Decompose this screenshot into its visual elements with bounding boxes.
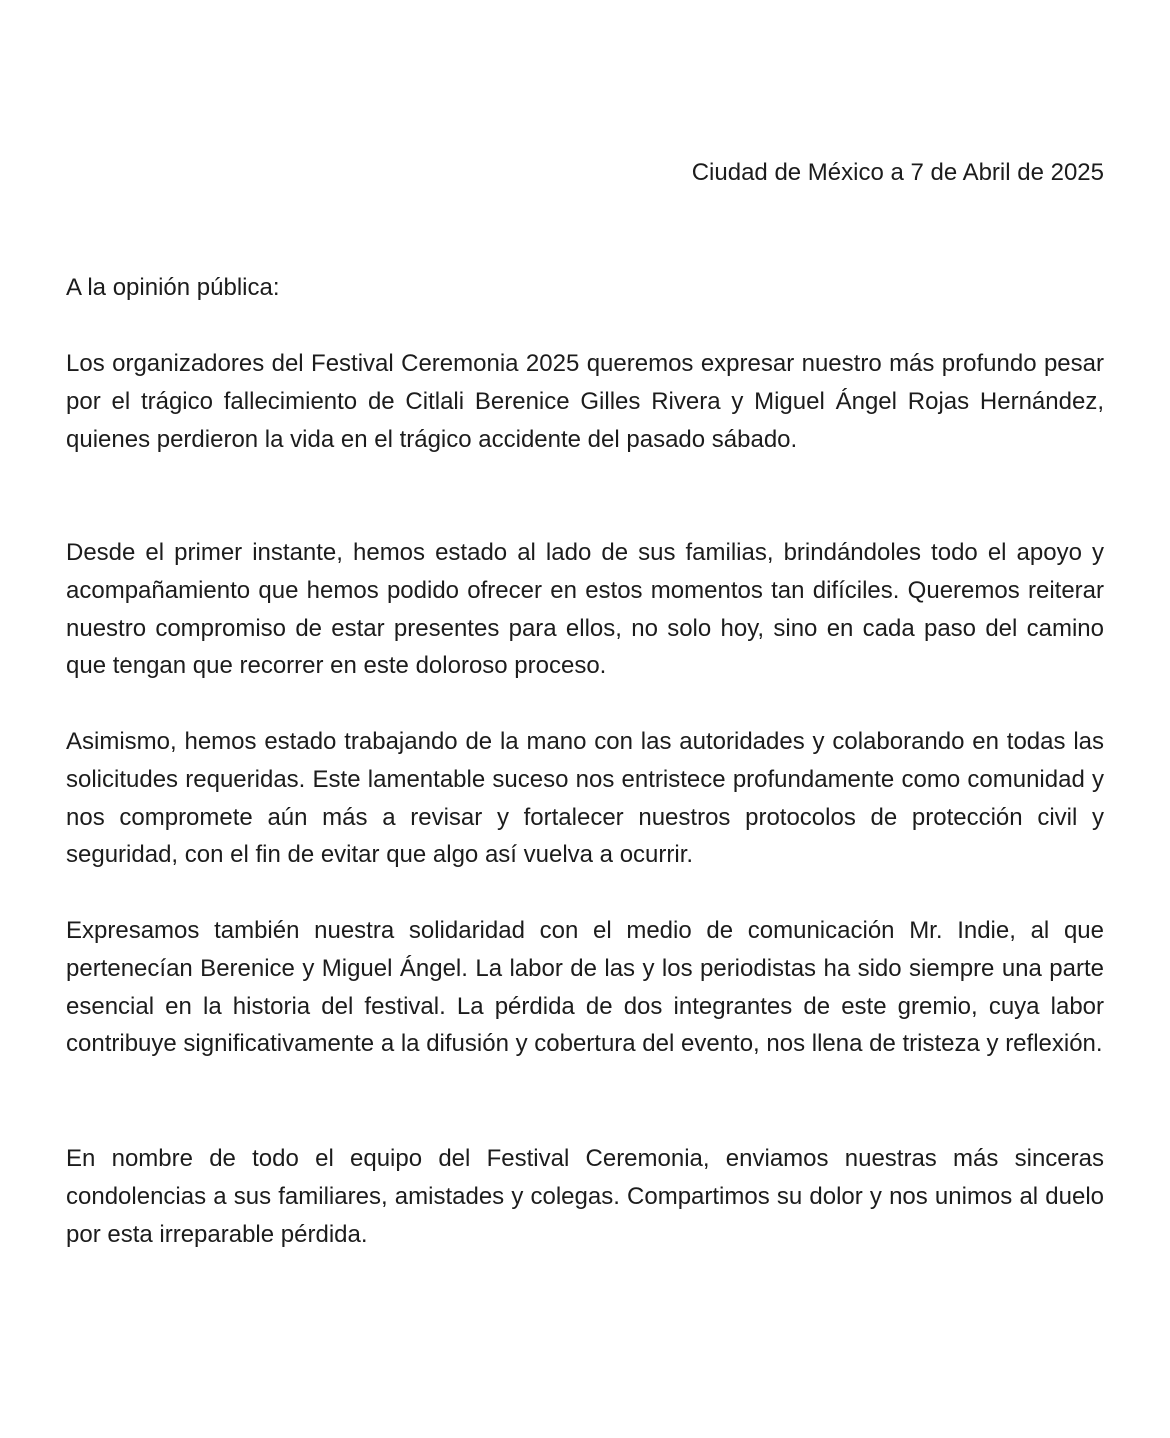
letter-salutation: A la opinión pública:: [66, 274, 280, 301]
letter-date-line: Ciudad de México a 7 de Abril de 2025: [691, 159, 1104, 186]
letter-paragraph: En nombre de todo el equipo del Festival Ceremonia, enviamos nuestras más sinceras condolencias a sus familiares, amistades y colegas. Compartimos su dolor y nos unimos al duelo por esta irreparable pérdida.: [66, 1145, 1104, 1248]
letter-paragraph: Asimismo, hemos estado trabajando de la mano con las autoridades y colaborando en todas las solicitudes requeridas. Este lamentable suceso nos entristece profundamente como comunidad y nos compromete aún más a revisar y fortalecer nuestros protocolos de protección civil y seguridad, con el fin de evitar que algo así vuelva a ocurrir.: [66, 728, 1104, 869]
letter-paragraph: Expresamos también nuestra solidaridad con el medio de comunicación Mr. Indie, al que pertenecían Berenice y Miguel Ángel. La labor de las y los periodistas ha sido siempre una parte esencial en la historia del festival. La pérdida de dos integrantes de este gremio, cuya labor contribuye significativamente a la difusión y cobertura del evento, nos llena de tristeza y reflexión.: [66, 917, 1104, 1058]
letter-paragraph: Los organizadores del Festival Ceremonia 2025 queremos expresar nuestro más profundo pesar por el trágico fallecimiento de Citlali Berenice Gilles Rivera y Miguel Ángel Rojas Hernández, quienes perdieron la vida en el trágico accidente del pasado sábado.: [66, 350, 1104, 453]
letter-page: [66, 0, 1104, 1438]
letter-paragraph: Desde el primer instante, hemos estado al lado de sus familias, brindándoles todo el apoyo y acompañamiento que hemos podido ofrecer en estos momentos tan difíciles. Queremos reiterar nuestro compromiso de estar presentes para ellos, no solo hoy, sino en cada paso del camino que tengan que recorrer en este doloroso proceso.: [66, 539, 1104, 680]
